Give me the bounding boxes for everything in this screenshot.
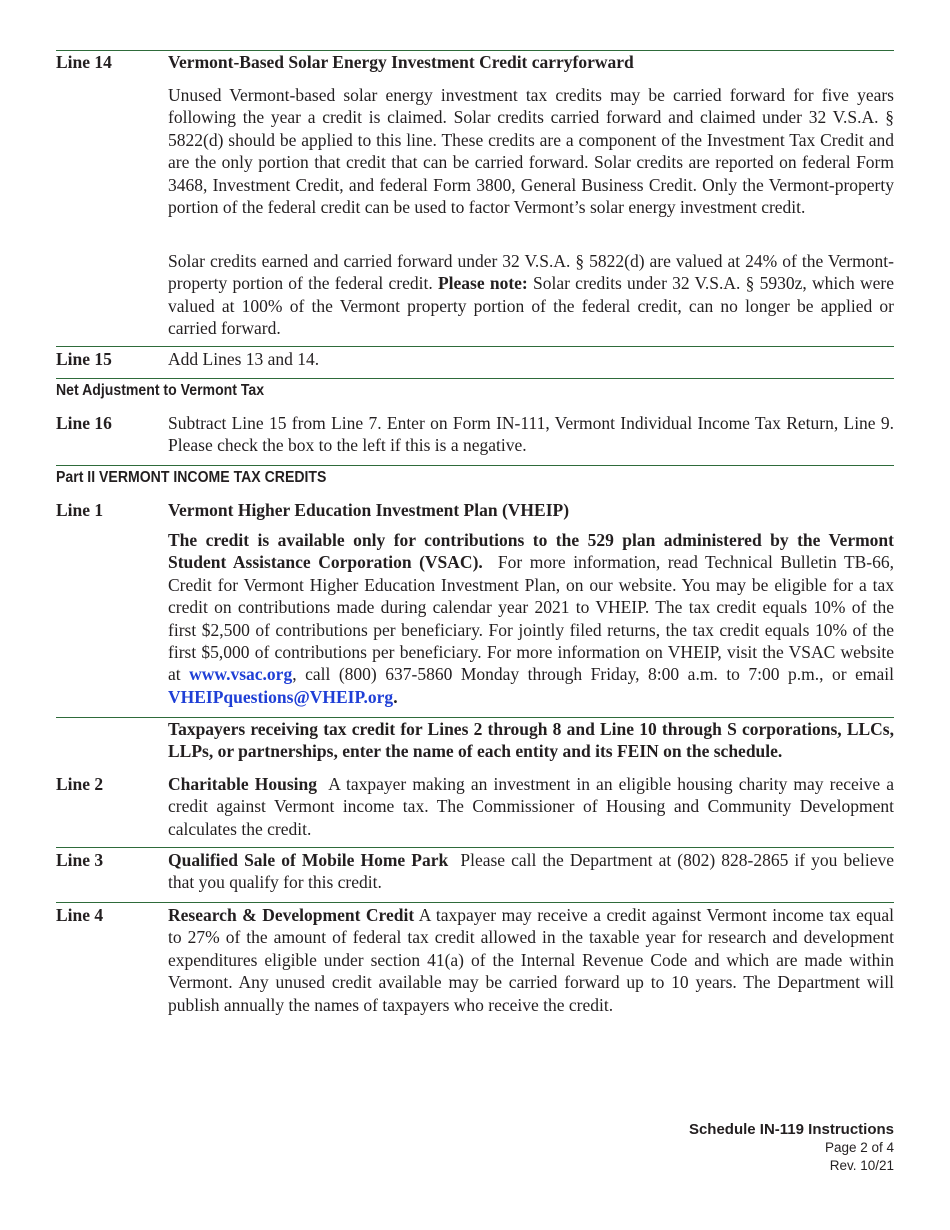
divider — [56, 847, 894, 848]
part-ii-heading: Part II VERMONT INCOME TAX CREDITS — [56, 469, 327, 486]
line-14-title: Vermont-Based Solar Energy Investment Credit carryforward — [168, 52, 634, 72]
schedule-note: Taxpayers receiving tax credit for Lines 2 through 8 and Line 10 through S corporations, LLCs, LLPs, or partnerships, enter the name of each entity and its FEIN on the schedule. — [168, 719, 894, 762]
line-1-paragraph: The credit is available only for contributions to the 529 plan administered by the Vermont Student Assistance Corporation (VSAC). For more information, read Technical Bulletin TB-66, Credit for Vermont Higher Education Investment Plan, on our website. You may be eligible for a tax credit on contributions made during calendar year 2021 to VHEIP. The tax credit equals 10% of the first $2,500 of contributions per beneficiary. For jointly filed returns, the tax credit equals 10% of the first $5,000 of contributions per beneficiary. For more information on VHEIP, visit the VSAC website at www.vsac.org, call (800) 637-5860 Monday through Friday, 8:00 a.m. to 7:00 p.m., or email VHEIPquestions@VHEIP.org. — [168, 530, 895, 707]
line-16-text: Subtract Line 15 from Line 7. Enter on Form IN-111, Vermont Individual Income Tax Return, Line 9. Please check the box to the left if this is a negative. — [168, 413, 894, 456]
line-4-text: Research & Development Credit A taxpayer may receive a credit against Vermont income tax equal to 27% of the amount of federal tax credit allowed in the taxable year for research and development expenditures eligible under section 41(a) of the Internal Revenue Code and which are made within Vermont. Any unused credit available may be carried forward up to 10 years. The Department will publish annually the names of taxpayers who receive the credit. — [168, 905, 894, 1015]
line-16-label: Line 16 — [56, 413, 112, 433]
divider — [56, 902, 894, 903]
line-1-label: Line 1 — [56, 500, 104, 520]
line-15-label: Line 15 — [56, 349, 112, 369]
divider — [56, 346, 894, 347]
line-14-paragraph: Unused Vermont-based solar energy investment tax credits may be carried forward for five years following the year a credit is claimed. Solar credits carried forward and claimed under 32 V.S.A. § 5822(d) should be applied to this line. These credits are a component of the Investment Tax Credit and are the only portion that credit that can be carried forward. Solar credits are reported on federal Form 3468, Investment Credit, and federal Form 3800, General Business Credit. Only the Vermont-property portion of the federal credit can be used to factor Vermont’s solar energy investment credit. — [168, 85, 894, 218]
footer-page-number: Page 2 of 4 — [824, 1140, 894, 1155]
line-14-solar-note: Solar credits earned and carried forward under 32 V.S.A. § 5822(d) are valued at 24% of the Vermont-property portion of the federal credit. Please note: Solar credits under 32 V.S.A. § 5930z, which were valued at 100% of the Vermont property portion of the federal credit, can no longer be applied or carried forward. — [168, 251, 895, 339]
vheip-email-link[interactable]: VHEIPquestions@VHEIP.org — [168, 686, 394, 707]
footer-revision: Rev. 10/21 — [829, 1158, 894, 1173]
line-1-title: Vermont Higher Education Investment Plan (VHEIP) — [168, 500, 570, 520]
line-4-label: Line 4 — [56, 905, 104, 925]
page-footer — [689, 1121, 894, 1175]
line-15-text: Add Lines 13 and 14. — [168, 349, 320, 369]
line-3-text: Qualified Sale of Mobile Home Park Please call the Department at (802) 828-2865 if you believe that you qualify for this credit. — [168, 850, 895, 893]
footer-title: Schedule IN-119 Instructions — [688, 1121, 894, 1138]
vsac-website-link[interactable]: www.vsac.org — [189, 664, 293, 685]
divider — [56, 465, 894, 466]
divider — [56, 378, 894, 379]
net-adjustment-heading: Net Adjustment to Vermont Tax — [56, 382, 265, 399]
line-2-label: Line 2 — [56, 774, 104, 794]
line-3-label: Line 3 — [56, 850, 104, 870]
line-2-text: Charitable Housing A taxpayer making an investment in an eligible housing charity may receive a credit against Vermont income tax. The Commissioner of Housing and Community Development calculates the credit. — [168, 774, 894, 839]
line-14-label: Line 14 — [56, 52, 112, 72]
